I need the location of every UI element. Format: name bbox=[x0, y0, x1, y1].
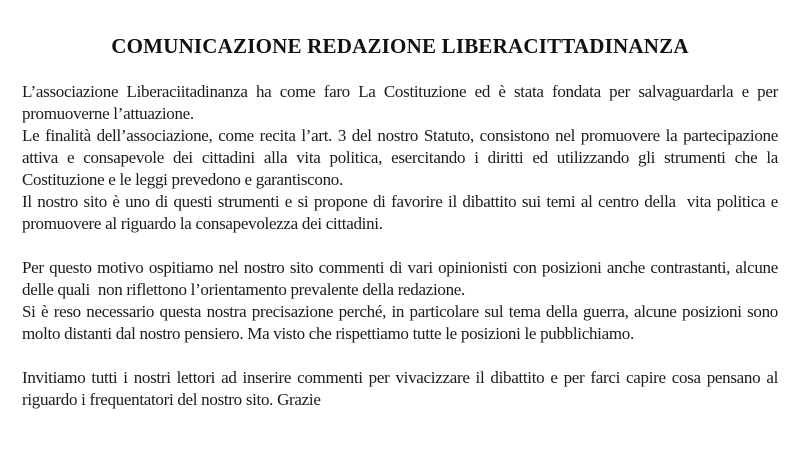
paragraph: Le finalità dell’associazione, come recita l’art. 3 del nostro Statuto, consistono nel promuovere la partecipazione attiva e consapevole dei cittadini alla vita politica, esercitando i diritti ed utilizzando gli strumenti che la Costituzione e le leggi prevedono e garantiscono. bbox=[22, 126, 782, 189]
document-body bbox=[22, 81, 786, 411]
paragraph: Il nostro sito è uno di questi strumenti e si propone di favorire il dibattito sui temi al centro della vita politica e promuovere al riguardo la consapevolezza dei cittadini. bbox=[22, 192, 782, 233]
paragraph: L’associazione Liberaciitadinanza ha come faro La Costituzione ed è stata fondata per salvaguardarla e per promuoverne l’attuazione. bbox=[22, 82, 782, 123]
paragraph-block-invitation bbox=[22, 367, 782, 411]
paragraph: Si è reso necessario questa nostra precisazione perché, in particolare sul tema della guerra, alcune posizioni sono molto distanti dal nostro pensiero. Ma visto che rispettiamo tutte le posizioni le pubblichiamo. bbox=[22, 302, 786, 343]
paragraph: Per questo motivo ospitiamo nel nostro sito commenti di vari opinionisti con posizioni anche contrastanti, alcune delle quali non riflettono l’orientamento prevalente della redazione. bbox=[22, 258, 782, 299]
page-title: COMUNICAZIONE REDAZIONE LIBERACITTADINANZA bbox=[111, 34, 689, 58]
paragraph-block-motivation bbox=[22, 257, 786, 345]
paragraph-block-intro bbox=[22, 81, 782, 235]
paragraph: Invitiamo tutti i nostri lettori ad inserire commenti per vivacizzare il dibattito e per farci capire cosa pensano al riguardo i frequentatori del nostro sito. Grazie bbox=[22, 368, 782, 409]
